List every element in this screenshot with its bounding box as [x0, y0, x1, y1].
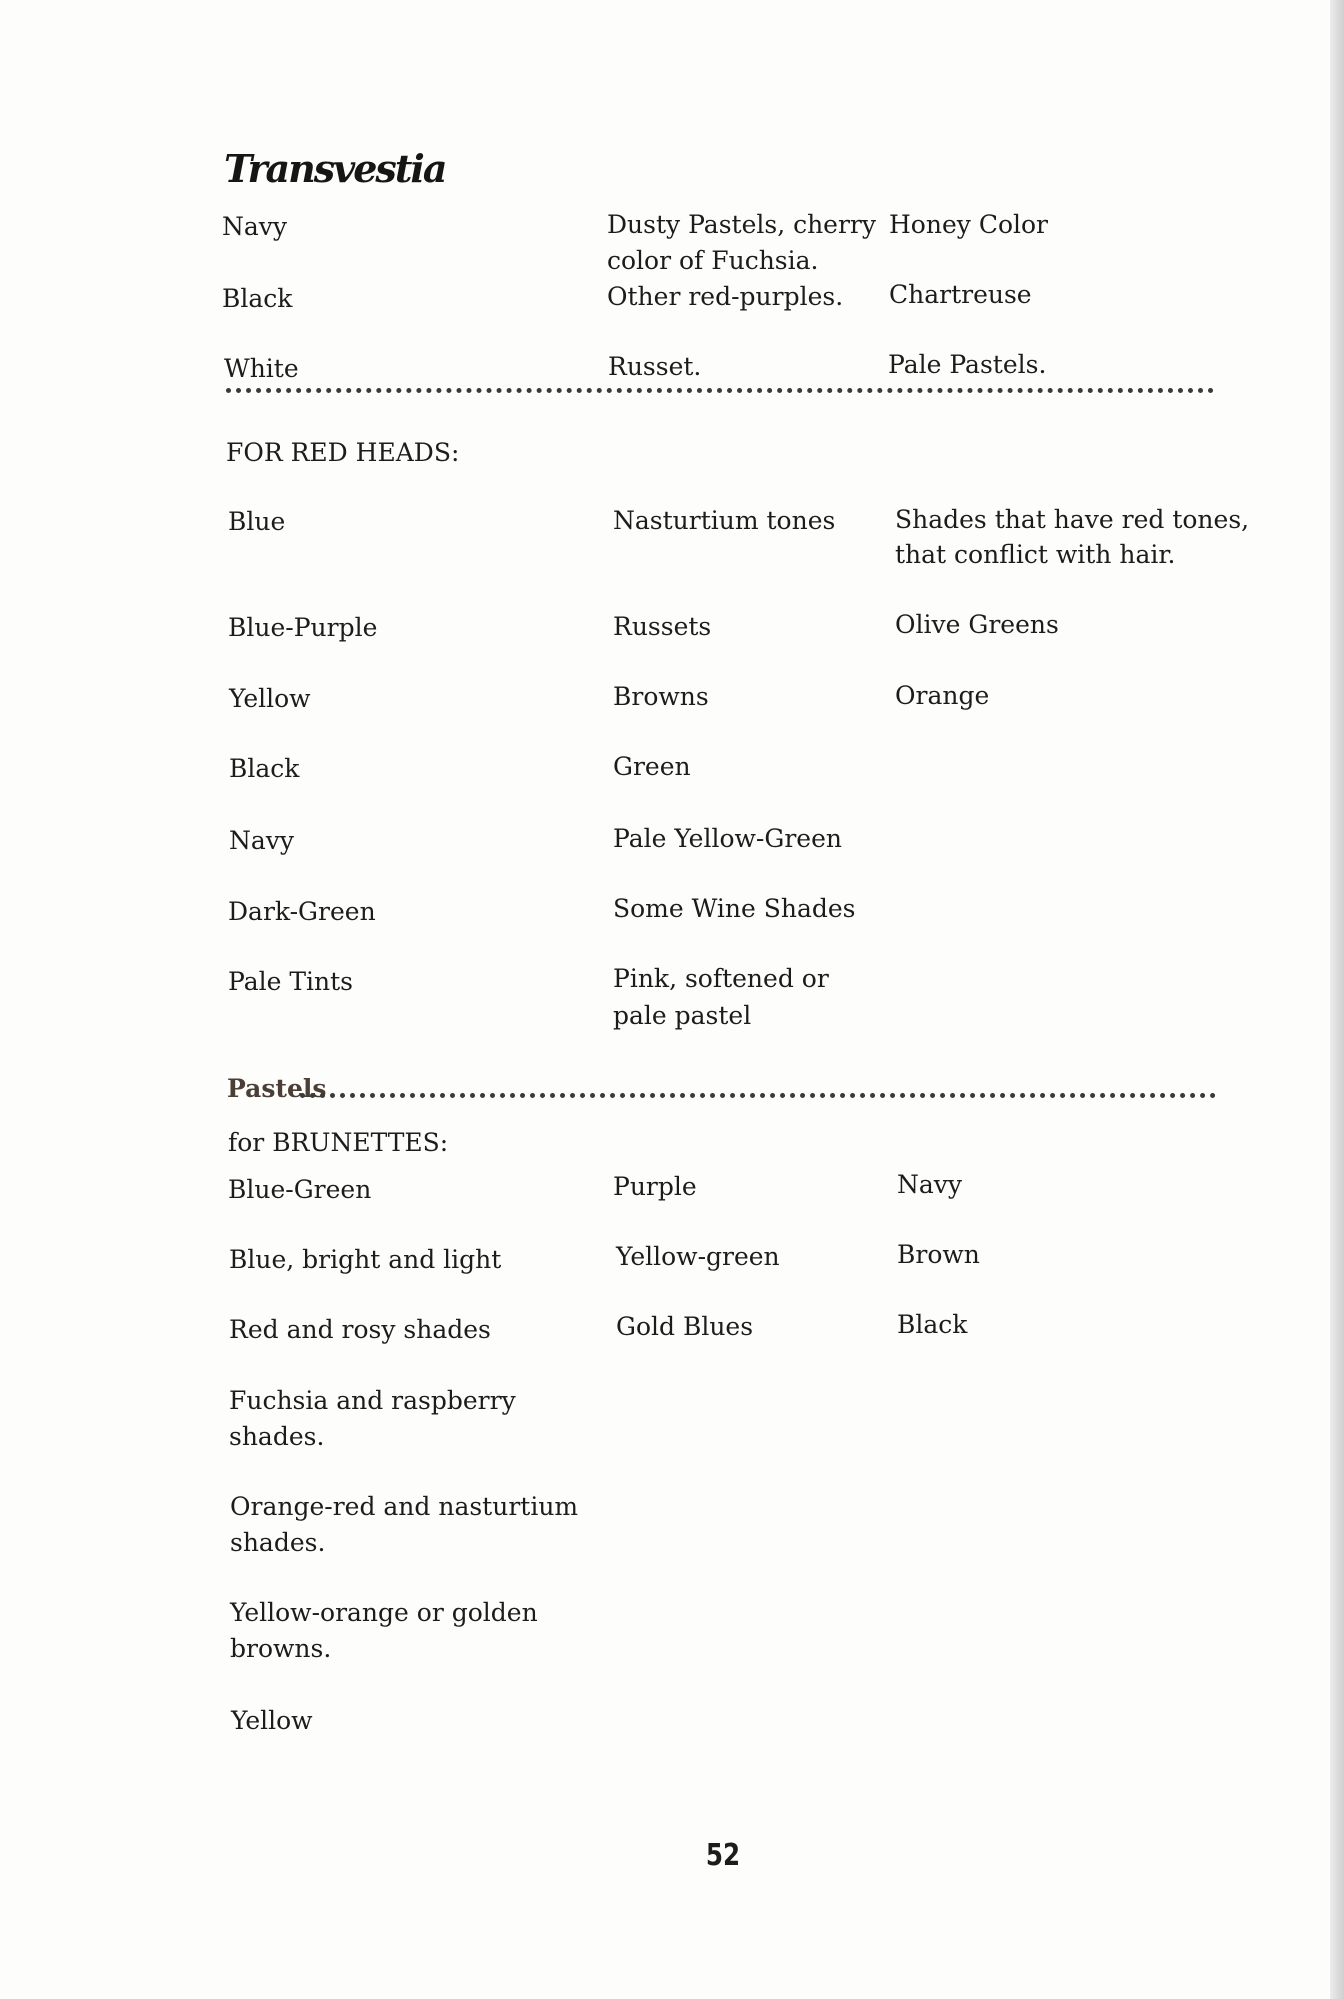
color-item: Gold Blues — [616, 1312, 754, 1341]
section-label: Pastels — [227, 1074, 327, 1103]
color-item: Some Wine Shades — [613, 894, 856, 923]
color-item: Blue-Green — [228, 1175, 372, 1204]
color-item: Brown — [897, 1240, 980, 1269]
color-item: Nasturtium tones — [613, 506, 836, 535]
color-item: Orange — [895, 681, 990, 710]
color-item: that conflict with hair. — [895, 540, 1176, 569]
color-item: browns. — [230, 1634, 332, 1663]
color-item: Shades that have red tones, — [895, 505, 1250, 534]
color-item: Navy — [222, 212, 288, 241]
page-number: 52 — [705, 1838, 741, 1873]
color-item: Orange-red and nasturtium — [230, 1492, 579, 1521]
color-item: Navy — [229, 826, 295, 855]
color-item: Black — [229, 754, 300, 783]
section-heading: FOR RED HEADS: — [226, 438, 460, 467]
color-item: color of Fuchsia. — [607, 246, 819, 275]
color-item: Pale Pastels. — [888, 350, 1047, 379]
color-item: Blue — [228, 507, 286, 536]
color-item: Yellow-orange or golden — [230, 1598, 538, 1627]
color-item: Black — [222, 284, 293, 313]
color-item: Purple — [613, 1172, 697, 1201]
color-item: Olive Greens — [895, 610, 1059, 639]
color-item: Honey Color — [889, 210, 1048, 239]
color-item: Other red-purples. — [607, 282, 844, 311]
divider — [226, 388, 1214, 393]
color-item: shades. — [229, 1422, 325, 1451]
color-item: Blue-Purple — [228, 613, 378, 642]
color-item: Russet. — [608, 352, 702, 381]
color-item: Yellow — [229, 684, 311, 713]
color-item: Dark-Green — [228, 897, 376, 926]
color-item: White — [224, 354, 299, 383]
color-item: Yellow-green — [616, 1242, 780, 1271]
color-item: Dusty Pastels, cherry — [607, 210, 877, 239]
divider — [300, 1093, 1216, 1098]
color-item: Russets — [613, 612, 712, 641]
section-heading: for BRUNETTES: — [228, 1128, 449, 1157]
color-item: Green — [613, 752, 691, 781]
page-edge — [1330, 0, 1344, 1999]
color-item: Yellow — [231, 1706, 313, 1735]
color-item: Chartreuse — [889, 280, 1032, 309]
color-item: shades. — [230, 1528, 326, 1557]
color-item: pale pastel — [613, 1001, 752, 1030]
color-item: Blue, bright and light — [229, 1245, 502, 1274]
color-item: Navy — [897, 1170, 963, 1199]
color-item: Pale Tints — [228, 967, 353, 996]
color-item: Browns — [613, 682, 709, 711]
color-item: Fuchsia and raspberry — [229, 1386, 516, 1415]
color-item: Red and rosy shades — [229, 1315, 491, 1344]
color-item: Pale Yellow-Green — [613, 824, 842, 853]
color-item: Pink, softened or — [613, 964, 829, 993]
magazine-title: Transvestia — [224, 146, 446, 191]
color-item: Black — [897, 1310, 968, 1339]
